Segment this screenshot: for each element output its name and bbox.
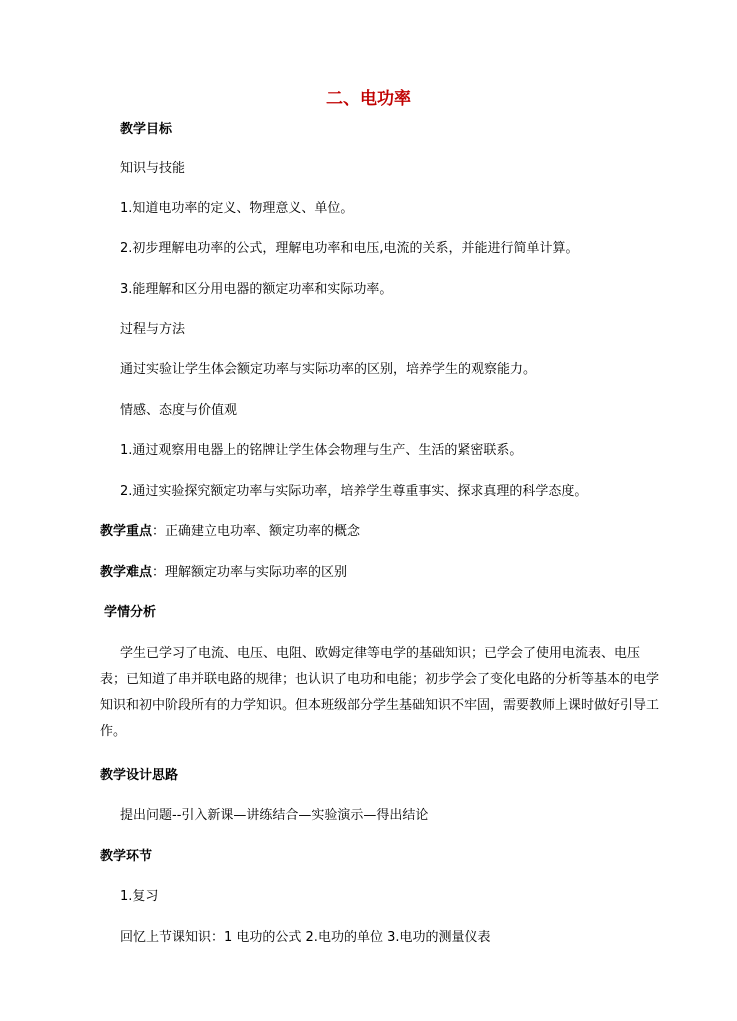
key-point-text: ：正确建立电功率、额定功率的概念 [152, 524, 361, 539]
process-text: 通过实验让学生体会额定功率与实际功率的区别，培养学生的观察能力。 [120, 362, 537, 377]
analysis-text: 学生已学习了电流、电压、电阻、欧姆定律等电学的基础知识；已学会了使用电流表、电压表；已知道了串并联电路的规律；也认识了电功和电能；初步学会了变化电路的分析等基本的电学知识和初中阶段所有的力学知识。但本班级部分学生基础知识不牢固，需要教师上课时做好引导工作。 [100, 646, 660, 739]
document-title: 二、电功率 [326, 89, 411, 109]
objectives-heading: 教学目标 [120, 122, 173, 137]
steps-heading: 教学环节 [100, 849, 153, 864]
analysis-heading: 学情分析 [104, 605, 157, 620]
difficulty-text: ：理解额定功率与实际功率的区别 [152, 565, 348, 580]
review-text: 回忆上节课知识：1 电功的公式 2.电功的单位 3.电功的测量仪表 [120, 930, 491, 945]
knowledge-item-1: 1.知道电功率的定义、物理意义、单位。 [120, 201, 354, 216]
key-point-label: 教学重点 [100, 524, 153, 539]
attitude-item-1: 1.通过观察用电器上的铭牌让学生体会物理与生产、生活的紧密联系。 [120, 443, 523, 458]
difficulty-label: 教学难点 [100, 565, 153, 580]
knowledge-item-2: 2.初步理解电功率的公式，理解电功率和电压,电流的关系，并能进行简单计算。 [120, 241, 579, 256]
step-1: 1.复习 [120, 889, 159, 904]
design-text: 提出问题--引入新课—讲练结合—实验演示—得出结论 [120, 808, 429, 823]
difficulty-point [100, 565, 347, 581]
process-heading: 过程与方法 [120, 322, 186, 337]
design-heading: 教学设计思路 [100, 768, 179, 783]
attitude-item-2: 2.通过实验探究额定功率与实际功率，培养学生尊重事实、探求真理的科学态度。 [120, 484, 588, 499]
knowledge-heading: 知识与技能 [120, 161, 186, 176]
knowledge-item-3: 3.能理解和区分用电器的额定功率和实际功率。 [120, 282, 393, 297]
key-point [100, 524, 360, 540]
attitude-heading: 情感、态度与价值观 [120, 403, 238, 418]
